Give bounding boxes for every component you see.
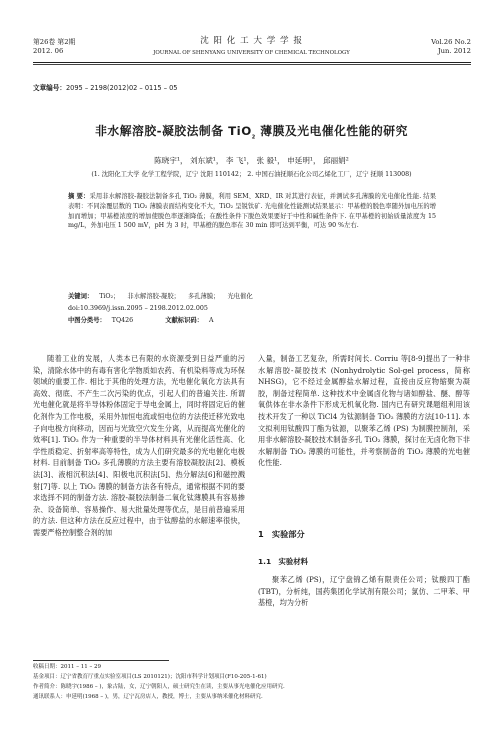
abstract-label: 摘 要： — [68, 193, 90, 200]
journal-name-cn: 沈 阳 化 工 大 学 学 报 — [200, 36, 303, 46]
materials-text — [258, 574, 470, 609]
left-column — [33, 353, 245, 539]
clc-label: 中图分类号： — [68, 317, 106, 324]
footnote-rule — [33, 660, 169, 661]
footnote-received: 收稿日期：2011 – 11 – 29 — [33, 664, 101, 670]
issue-date: 2012. 06 — [33, 47, 64, 55]
title-subscript: 2 — [251, 134, 256, 141]
volume-en: Vol.26 No.2 — [431, 38, 471, 46]
doc-code-value: A — [209, 317, 214, 324]
header-rule — [33, 62, 471, 63]
intro-paragraph-continued: 入量，制备工艺复杂，所需时间长. Corriu 等[8-9]提出了一种非水解溶胶-凝胶技术 (Nonhydrolytic Sol-gel process，简称 NHSG)，它不经过金属醇盐水解过程，直接由反应物缩聚为凝胶，制备过程简单. 这种技术中金属卤化物与诸如醇盐、醚、醇等氧供体在非水条件下形成无机氧化物. 国内已有研究课题组利用该技术开发了一种以 TiCl4 为钛源制备 TiO₂ 薄膜的方法[10-11]. 本文拟利用钛酸四丁酯为钛源，以聚苯乙烯 (PS) 为制膜控制剂，采用非水解溶胶-凝胶技术制备多孔 TiO₂ 薄膜，探讨在无卤化物下非水解制备 TiO₂ 薄膜的可能性，并考察制备的 TiO₂ 薄膜的光电催化性能. — [258, 354, 470, 468]
keywords — [68, 292, 253, 301]
doc-code-label: 文献标识码： — [165, 317, 203, 324]
journal-name-en: JOURNAL OF SHENYANG UNIVERSITY OF CHEMICAL TECHNOLOGY — [153, 50, 350, 56]
subsection-heading: 1.1 实验材料 — [258, 557, 309, 566]
affiliation: (1. 沈阳化工大学 化学工程学院，辽宁 沈阳 110142； 2. 中国石油抚顺石化公司乙烯化工厂，辽宁 抚顺 113008) — [91, 171, 412, 178]
classification — [68, 316, 214, 325]
keyword-item: 多孔薄膜； — [187, 293, 220, 300]
doi: doi:10.3969/j.issn.2095 – 2198.2012.02.005 — [68, 305, 208, 312]
article-number-label: 文章编号： — [33, 84, 66, 92]
article-number — [33, 82, 177, 92]
section-heading: 1 实验部分 — [258, 529, 305, 539]
author-list: 陈晓宇¹， 刘东斌¹， 李 飞¹， 张 毅¹， 申延明¹， 邱丽娟² — [154, 156, 349, 165]
keyword-item: TiO₂； — [99, 293, 120, 300]
right-column — [258, 353, 470, 469]
date-en: Jun. 2012 — [437, 47, 471, 55]
header-rule-thin — [33, 64, 471, 65]
footnote-fund: 基金项目：辽宁省教育厅重点实验室项目(LS 2010121)；沈阳市科学计划项目(F10-205-1-61) — [33, 674, 267, 680]
keyword-item: 光电催化 — [227, 293, 253, 300]
intro-paragraph: 随着工业的发展，人类本已有限的水资源受到日益严重的污染，清除水体中的有毒有害化学物质如农药、有机染料等成为环保领域的重要工作. 相比于其他的处理方法，光电催化氧化方法具有高效、彻底、不产生二次污染的优点，引起人们的普遍关注. 所谓光电催化就是将半导体粉体固定于导电金属上，同时将固定后的催化剂作为工作电极，采用外加恒电流或恒电位的方法使迁移光致电子向电极方向移动，因而与光致空穴发生分离，从而提高光催化的效率[1]. TiO₂ 作为一种重要的半导体材料具有光催化活性高、化学性质稳定、折射率高等特性，成为人们研究最多的光电催化电极材料. 目前制备 TiO₂ 多孔薄膜的方法主要有溶胶凝胶法[2]、模板法[3]、液相沉积法[4]、阳极电沉积法[5]、热分解法[6]和磁控溅射[7]等. 以上 TiO₂ 薄膜的制备方法各有特点，通常根据不同的要求选择不同的制备方法. 溶胶-凝胶法制备二氧化钛薄膜具有容易掺杂、设备简单、容易操作、易大批量处理等优点，是目前普遍采用的方法. 但这种方法在反应过程中，由于钛醇盐的水解速率很快，需要严格控制整合剂的加 — [33, 354, 245, 537]
article-number-value: 2095 – 2198(2012)02 – 0115 – 05 — [65, 84, 178, 92]
materials-paragraph: 聚苯乙烯 (PS)，辽宁盘锦乙烯有限责任公司；钛酸四丁酯 (TBT)，分析纯，国药集团化学试剂有限公司；氯仿、二甲苯、甲基橙，均为分析 — [258, 575, 470, 608]
footnote-contact: 通讯联系人：申延明(1968 – )，男，辽宁瓦房店人，教授，博士，主要从事纳米催化材料研究. — [33, 694, 263, 700]
volume-issue: 第26卷 第2期 — [33, 38, 76, 46]
abstract-text: 采用非水解溶胶-凝胶法制备多孔 TiO₂ 薄膜，利用 SEM、XRD、IR 对其进行表征，并测试多孔薄膜的光电催化性能. 结果表明：不同涂覆层数的 TiO₂ 薄膜表面结构变化不大，TiO₂ 呈锐钛矿. 光电催化性能测试结果显示：甲基橙的脱色率随外加电压的增加而增加；甲基橙浓度的增加使脱色率逐渐降低；在酸性条件下脱色效果要好于中性和碱性条件下. 在甲基橙的初始质量浓度为 15 mg/L，外加电压 1 500 mV，pH 为 3 时，甲基橙的脱色率在 30 min 即可达到平衡，可达 90 %左右. — [68, 193, 436, 230]
keywords-label: 关键词： — [68, 293, 94, 300]
footnote-author: 作者简介：陈晓宇(1986 – )，象古陆，女，辽宁朝阳人，硕士研究生在读，主要从事光电催化应用研究. — [33, 684, 285, 690]
abstract — [68, 192, 436, 231]
title-part-2: 薄膜及光电催化性能的研究 — [255, 124, 408, 138]
title-part-1: 非水解溶胶-凝胶法制备 TiO — [95, 124, 252, 138]
paper-title — [0, 122, 503, 139]
keyword-item: 非水解溶胶-凝胶； — [127, 293, 180, 300]
clc-value: TQ426 — [111, 317, 134, 324]
